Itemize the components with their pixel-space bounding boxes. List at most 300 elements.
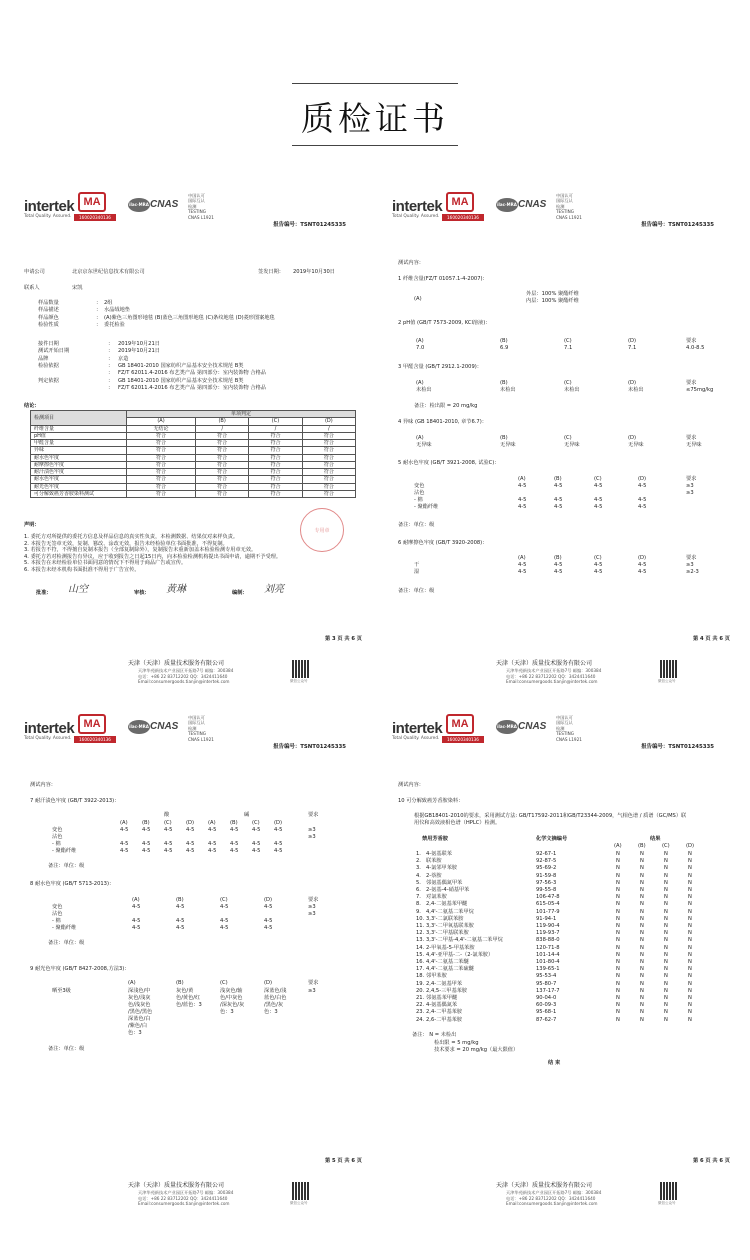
amine-no: 19. (416, 980, 425, 987)
official-stamp: 专用章 (300, 508, 344, 552)
table-cell: 符合 (196, 447, 249, 454)
perspiration-row: ≥3 (308, 834, 316, 840)
tagline: Total Quality. Assured. (392, 214, 440, 219)
col-head: (A) (120, 820, 128, 826)
col-head: (D) (628, 380, 637, 386)
cnas-side-line: 中国认可 (188, 715, 205, 720)
result-nd: N (688, 923, 692, 929)
rubbing-row: 湿 (414, 569, 420, 575)
section-intro: 测试内容： (398, 782, 424, 788)
report-page-4 (376, 178, 744, 698)
amine-no: 11. (416, 923, 425, 929)
table-cell: 符合 (127, 432, 196, 439)
odor-value: 无异味 (416, 442, 432, 448)
result-nd: N (688, 865, 692, 872)
ilac-logo: ilac-MRA (496, 198, 518, 212)
table-cell: 符合 (196, 469, 249, 476)
light-cell: 蓝色/白色 (264, 995, 287, 1001)
amine-no: 8. (416, 901, 421, 908)
rubbing-row: 4-5 (638, 562, 647, 568)
table-cell: 符合 (127, 447, 196, 454)
note-line: 6. 本报告未经本机构书面批准不得用于广告宣传。 (24, 567, 140, 573)
water-row: 4-5 (264, 904, 273, 910)
ph-value: 6.9 (500, 345, 509, 351)
sep: ： (108, 355, 114, 362)
table-row (31, 483, 356, 490)
cas-number: 139-65-1 (536, 966, 560, 973)
result-nd: N (688, 872, 692, 879)
notes-title: 声明： (24, 522, 40, 528)
tagline: Total Quality. Assured. (24, 214, 72, 219)
col-head: (D) (638, 555, 647, 561)
result-nd: N (640, 851, 644, 857)
light-row-label: 晒至3级 (52, 988, 71, 994)
col-header-sample: (B) (196, 418, 249, 425)
issue-date: 2019年10月30日 (293, 269, 335, 275)
ma-logo: MA (78, 714, 106, 734)
result-nd: N (640, 901, 644, 908)
cnas-side-line: TESTING (556, 209, 575, 215)
colorfastness-row: 4-5 (594, 483, 603, 489)
table-cell: 符合 (249, 432, 302, 439)
water-row: 4-5 (264, 918, 273, 924)
col-head: (A) (208, 820, 216, 826)
cnas-logo: CNAS (150, 199, 179, 210)
amine-name: 对氯苯胺 (426, 894, 447, 901)
cas-number: 92-87-5 (536, 858, 557, 865)
ma-number: 160020340136 (442, 214, 484, 221)
colorfastness-row: 4-5 (518, 483, 527, 489)
result-nd: N (664, 1002, 668, 1009)
footer-address (138, 1190, 233, 1207)
sign-label: 编制： (232, 590, 248, 596)
remark: 技术要求 = 20 mg/kg（最大限值） (434, 1047, 519, 1053)
table-row (31, 447, 356, 454)
note-line: 3. 若报告不符，不得擅自复制本报告（全部复制除外），复制报告未重新加盖本检验检测专用章无效。 (24, 547, 257, 554)
table-cell: 符合 (127, 454, 196, 461)
perspiration-row: 4-5 (164, 841, 173, 847)
amine-no: 16. (416, 959, 425, 965)
cas-number: 95-69-2 (536, 865, 557, 872)
amine-name: 2-氨基-4-硝基甲苯 (426, 887, 470, 893)
amine-name: 4,4'-亚甲基-二-（2-氯苯胺） (426, 951, 494, 958)
light-cell: 灰色/浅灰 (128, 995, 151, 1001)
col-head: 要求 (686, 476, 697, 482)
result-nd: N (616, 865, 620, 872)
amine-no: 7. (416, 894, 421, 901)
cas-number: 95-53-4 (536, 973, 557, 980)
water-row: 4-5 (132, 925, 141, 931)
cnas-side-line: 中国认可 (188, 193, 205, 198)
cas-number: 106-47-8 (536, 894, 560, 901)
col-head: 要求 (308, 897, 319, 903)
colorfastness-row: ≥3 (686, 490, 694, 496)
amine-name: 3,3'-二氯联苯胺 (426, 915, 464, 922)
water-row: ≥3 (308, 904, 316, 910)
perspiration-row: 4-5 (230, 848, 239, 854)
result-nd: N (664, 858, 668, 865)
table-cell: pH值 (31, 432, 127, 439)
table-cell: 符合 (249, 476, 302, 483)
result-nd: N (616, 944, 620, 951)
col-head: (D) (264, 897, 273, 903)
table-row (31, 490, 356, 497)
result-nd: N (664, 959, 668, 965)
sample-value: (A)紫色三角图形地毯 (B)蓝色三角图形地毯 (C)条纹地毯 (D)菱形图案地毯 (104, 314, 275, 321)
col-head-amine: 禁用芳香胺 (422, 836, 448, 842)
page-footer (376, 1158, 744, 1220)
title-rule-bottom (292, 145, 458, 146)
col-head: (C) (594, 555, 602, 561)
cas-number: 60-09-3 (536, 1002, 557, 1009)
section-title: 6 耐摩擦色牢度 (GB/T 3920-2008)： (398, 540, 488, 546)
amine-no: 15. (416, 951, 425, 958)
cnas-side-line: TESTING (188, 209, 207, 215)
rubbing-row: 4-5 (554, 562, 563, 568)
page-footer (376, 636, 744, 698)
colorfastness-row: 4-5 (554, 504, 563, 510)
result-nd: N (616, 858, 620, 865)
water-row: 4-5 (220, 925, 229, 931)
info-value: GB 18401-2010 国家纺织产品基本安全技术规范 B类 (118, 377, 244, 384)
remark: 检出限 = 5 mg/kg (434, 1040, 479, 1046)
section-title: 7 耐汗渍色牢度 (GB/T 3922-2013)： (30, 798, 120, 804)
acid-group: 酸 (164, 812, 170, 818)
cas-number: 92-67-1 (536, 851, 557, 857)
qr-code-icon (660, 1182, 678, 1200)
result-nd: N (664, 930, 668, 937)
col-head: (B) (176, 980, 184, 986)
cas-number: 615-05-4 (536, 901, 560, 908)
result-nd: N (616, 872, 620, 879)
colorfastness-row: - 聚酯纤维 (414, 504, 439, 510)
result-nd: N (688, 879, 692, 886)
result-nd: N (688, 966, 692, 973)
ph-value: 7.1 (628, 345, 637, 351)
cnas-side-line: 中国认可 (556, 193, 573, 198)
result-nd: N (688, 1002, 692, 1009)
report-page-6 (376, 700, 744, 1220)
amine-name: 邻氨基偶氮甲苯 (426, 879, 463, 886)
table-cell: 符合 (127, 440, 196, 447)
water-row: 4-5 (132, 904, 141, 910)
result-nd: N (688, 995, 692, 1001)
footer-company: 天津（天津）质量技术服务有限公司 (128, 1182, 225, 1189)
amine-no: 5. (416, 879, 421, 886)
result-nd: N (640, 915, 644, 922)
qr-label: 微信公众号 (658, 679, 676, 683)
col-head: (C) (564, 380, 572, 386)
cnas-side-line: 检测 (188, 203, 197, 209)
result-nd: N (616, 908, 620, 915)
col-head: (B) (554, 476, 562, 482)
table-cell: 符合 (127, 483, 196, 490)
page-footer (8, 1158, 376, 1220)
cnas-side-line: 国际互认 (188, 198, 205, 204)
issue-date-label: 签发日期： (258, 269, 284, 275)
colorfastness-row: 4-5 (518, 504, 527, 510)
table-cell: 可分解致癌芳香胺染料测试 (31, 490, 127, 497)
amine-no: 1. (416, 851, 421, 857)
col-header-sample: (D) (302, 418, 355, 425)
amine-name: 3,3'-二甲氧基联苯胺 (426, 923, 474, 929)
page-number: 第 3 页 共 6 页 (325, 636, 362, 642)
sample-key: 样品颜色 (38, 314, 59, 321)
cas-number: 91-94-1 (536, 915, 557, 922)
amine-no: 20. (416, 987, 425, 994)
col-head: (B) (554, 555, 562, 561)
sample-a: (A) (414, 296, 422, 302)
table-cell: 符合 (196, 461, 249, 468)
col-head: (C) (594, 476, 602, 482)
odor-value: 无异味 (564, 442, 580, 448)
table-cell: 符合 (302, 447, 355, 454)
fiber-outer: 外层：100% 聚酯纤维 (526, 291, 579, 297)
table-cell: 无结论 (127, 425, 196, 432)
tagline: Total Quality. Assured. (392, 736, 440, 741)
col-head: (C) (564, 338, 572, 344)
amine-name: 3,3'-二甲基-4,4'-二氨基二苯甲烷 (426, 937, 503, 944)
result-nd: N (664, 973, 668, 980)
col-header-sample: (C) (249, 418, 302, 425)
footer-phone: 电话：+86 22 83712202 QQ：3424411640 (506, 673, 596, 679)
table-row (31, 432, 356, 439)
rubbing-row: 4-5 (638, 569, 647, 575)
sample-value: 水晶绒地垫 (104, 307, 130, 314)
footer-company: 天津（天津）质量技术服务有限公司 (496, 660, 593, 667)
result-nd: N (664, 966, 668, 973)
table-row (31, 476, 356, 483)
result-nd: N (640, 872, 644, 879)
amine-no: 21. (416, 995, 425, 1001)
water-row: 4-5 (220, 904, 229, 910)
section-intro: 测试内容： (30, 782, 56, 788)
colorfastness-row: 4-5 (554, 483, 563, 489)
table-cell: 符合 (302, 483, 355, 490)
colorfastness-row: 4-5 (638, 497, 647, 503)
table-cell: 符合 (196, 454, 249, 461)
table-cell: 纤维含量 (31, 425, 127, 432)
ma-logo: MA (78, 192, 106, 212)
table-cell: 符合 (196, 432, 249, 439)
perspiration-row: 4-5 (208, 848, 217, 854)
result-nd: N (664, 1016, 668, 1023)
col-head: (B) (500, 380, 508, 386)
result-nd: N (664, 908, 668, 915)
cnas-side-line: 国际互认 (188, 720, 205, 726)
rubbing-row: 4-5 (518, 569, 527, 575)
cnas-side-line: TESTING (188, 731, 207, 737)
water-row: 4-5 (176, 904, 185, 910)
result-nd: N (640, 858, 644, 865)
col-head: 要求 (686, 338, 697, 344)
result-nd: N (640, 987, 644, 994)
col-head: (A) (128, 980, 136, 986)
amine-no: 14. (416, 944, 425, 951)
cas-number: 120-71-8 (536, 944, 560, 951)
perspiration-row: 变色 (52, 827, 63, 833)
end-marker: 结 束 (548, 1060, 561, 1066)
odor-value: 无异味 (686, 442, 702, 448)
result-nd: N (616, 901, 620, 908)
formaldehyde-value: 未检出 (416, 387, 432, 393)
cnas-side-line: CNAS L1921 (188, 214, 214, 220)
result-nd: N (688, 1009, 692, 1016)
light-cell: 深蓝色/浅 (264, 988, 287, 994)
note: 备注：单位：级 (48, 1046, 85, 1052)
colorfastness-row: 变色 (414, 483, 425, 489)
water-row: 4-5 (264, 925, 273, 931)
cnas-side-line: CNAS L1921 (188, 736, 214, 742)
col-head: (D) (638, 476, 647, 482)
report-number: 报告编号：TSNT01245335 (273, 222, 346, 228)
colorfastness-row: 4-5 (518, 497, 527, 503)
amine-no: 2. (416, 858, 421, 865)
amine-no: 6. (416, 887, 421, 893)
light-cell: /紫色/白 (128, 1023, 148, 1029)
cas-number: 119-93-7 (536, 930, 560, 937)
col-head-result: 结果 (650, 836, 661, 842)
result-nd: N (640, 937, 644, 944)
amine-name: 4-氨基联苯 (426, 851, 452, 857)
tagline: Total Quality. Assured. (24, 736, 72, 741)
perspiration-row: 4-5 (252, 827, 261, 833)
col-head: (D) (628, 338, 637, 344)
result-nd: N (688, 944, 692, 951)
result-nd: N (688, 980, 692, 987)
amine-name: 4,4'-二氨基二苯硫醚 (426, 966, 474, 973)
report-number: 报告编号：TSNT01245335 (641, 222, 714, 228)
ma-number: 160020340136 (74, 736, 116, 743)
table-cell: 符合 (302, 490, 355, 497)
colorfastness-row: 4-5 (554, 497, 563, 503)
sep: ： (96, 307, 102, 314)
result-nd: N (640, 980, 644, 987)
footer-email: Email:consumergoods.tianjin@intertek.com (138, 1201, 230, 1207)
amine-name: 4,4'-二氨基二苯甲烷 (426, 908, 474, 915)
result-nd: N (616, 887, 620, 893)
note-line: 2. 本报告无签章无效，复制、篡改、涂改无效，报告未经检验单位书面批准，不得复制。 (24, 540, 228, 547)
remark: 备注： N = 未检出 (412, 1032, 457, 1038)
footer-addr-line: 天津华苑新技术产业园区开拓路7号 邮编：300384 (138, 668, 234, 673)
amine-name: 2,4-二氨基苯甲醚 (426, 901, 468, 908)
table-cell: 符合 (196, 476, 249, 483)
note-line: 4. 委托方若对检测报告有异议，应于收到报告之日起15日内，向本检验检测机构提出书面申请，逾期不予受理。 (24, 553, 282, 560)
result-nd: N (616, 879, 620, 886)
amine-name: 2,4-二甲基苯胺 (426, 1009, 463, 1016)
col-head: (B) (176, 897, 184, 903)
info-key: 品牌 (38, 355, 49, 362)
sep: ： (108, 341, 114, 347)
col-head: (A) (518, 555, 526, 561)
cnas-side-line: 中国认可 (556, 715, 573, 720)
light-cell: 色/黄色/红 (176, 995, 201, 1001)
cas-number: 99-55-8 (536, 887, 557, 893)
sample-value: 2组 (104, 300, 113, 306)
qr-label: 微信公众号 (290, 679, 308, 683)
amine-name: 2,4-二氨基甲苯 (426, 980, 463, 987)
sep: ： (96, 314, 102, 321)
report-page-3 (8, 178, 376, 698)
amine-name: 邻甲苯胺 (426, 973, 447, 980)
col-head: (A) (416, 380, 424, 386)
amine-no: 9. (416, 908, 421, 915)
result-nd: N (616, 959, 620, 965)
perspiration-row: 4-5 (120, 841, 129, 847)
section-title: 9 耐光色牢度 (GB/T 8427-2008,方法3)： (30, 966, 130, 972)
perspiration-row: 4-5 (164, 848, 173, 854)
water-row: - 棉 (52, 918, 61, 924)
table-row (31, 440, 356, 447)
info-value: 2019年10月21日 (118, 348, 160, 355)
cnas-side-text (188, 193, 214, 220)
footer-email: Email:consumergoods.tianjin@intertek.com (506, 679, 598, 685)
amine-name: 4-氯邻甲苯胺 (426, 865, 458, 872)
result-nd: N (664, 851, 668, 857)
result-nd: N (616, 915, 620, 922)
meta-value: 北京京东世纪信息技术有限公司 (72, 269, 145, 275)
footer-addr-line: 天津华苑新技术产业园区开拓路7号 邮编：300384 (138, 1190, 234, 1195)
col-head: 要求 (686, 555, 697, 561)
perspiration-row: 4-5 (120, 827, 129, 833)
meta-value: 宋凯 (72, 285, 83, 291)
rubbing-row: 4-5 (554, 569, 563, 575)
col-head: (D) (274, 820, 283, 826)
ma-logo: MA (446, 192, 474, 212)
method-desc: 用仪和高效液相色谱（HPLC）检测。 (414, 820, 501, 826)
note-line: 5. 本报告在未经检验单位书面同意的情况下不得用于商品广告或宣传。 (24, 560, 187, 567)
table-cell: 符合 (249, 454, 302, 461)
title-rule-top (292, 83, 458, 84)
footer-company: 天津（天津）质量技术服务有限公司 (128, 660, 225, 667)
col-head: (B) (500, 338, 508, 344)
perspiration-row: 4-5 (142, 841, 151, 847)
col-head-cas: 化学文摘编号 (536, 836, 568, 842)
section-title: 10 可分解致癌芳香胺染料： (398, 798, 464, 804)
table-cell: 符合 (249, 490, 302, 497)
report-page-5 (8, 700, 376, 1220)
perspiration-row: 4-5 (142, 827, 151, 833)
meta-key: 联系人 (24, 285, 40, 291)
amine-no: 13. (416, 937, 425, 944)
cnas-side-line: 检测 (556, 725, 565, 731)
light-cell: 色：3 (128, 1030, 142, 1036)
result-nd: N (664, 944, 668, 951)
result-nd: N (640, 1009, 644, 1016)
table-cell: 符合 (196, 490, 249, 497)
cnas-side-line: TESTING (556, 731, 575, 737)
result-nd: N (616, 851, 620, 857)
info-key: 接件日期 (38, 341, 59, 347)
table-cell: / (249, 425, 302, 432)
table-cell: 甲醛含量 (31, 440, 127, 447)
odor-value: 无异味 (628, 442, 644, 448)
page-number: 第 6 页 共 6 页 (693, 1158, 730, 1164)
light-cell: 深浅色/中 (128, 988, 151, 994)
result-nd: N (688, 851, 692, 857)
table-cell: 符合 (127, 476, 196, 483)
footer-phone: 电话：+86 22 83712202 QQ：3424411640 (138, 1195, 228, 1201)
intertek-wordmark: intertek (392, 719, 443, 737)
cnas-side-line: 国际互认 (556, 720, 573, 726)
col-head: (D) (628, 435, 637, 441)
rubbing-row: ≥2-3 (686, 569, 699, 575)
amine-name: 2-甲氧基-5-甲基苯胺 (426, 944, 475, 951)
result-nd: N (616, 966, 620, 973)
result-nd: N (640, 944, 644, 951)
cnas-side-line: CNAS L1921 (556, 736, 582, 742)
perspiration-row: 4-5 (274, 827, 283, 833)
